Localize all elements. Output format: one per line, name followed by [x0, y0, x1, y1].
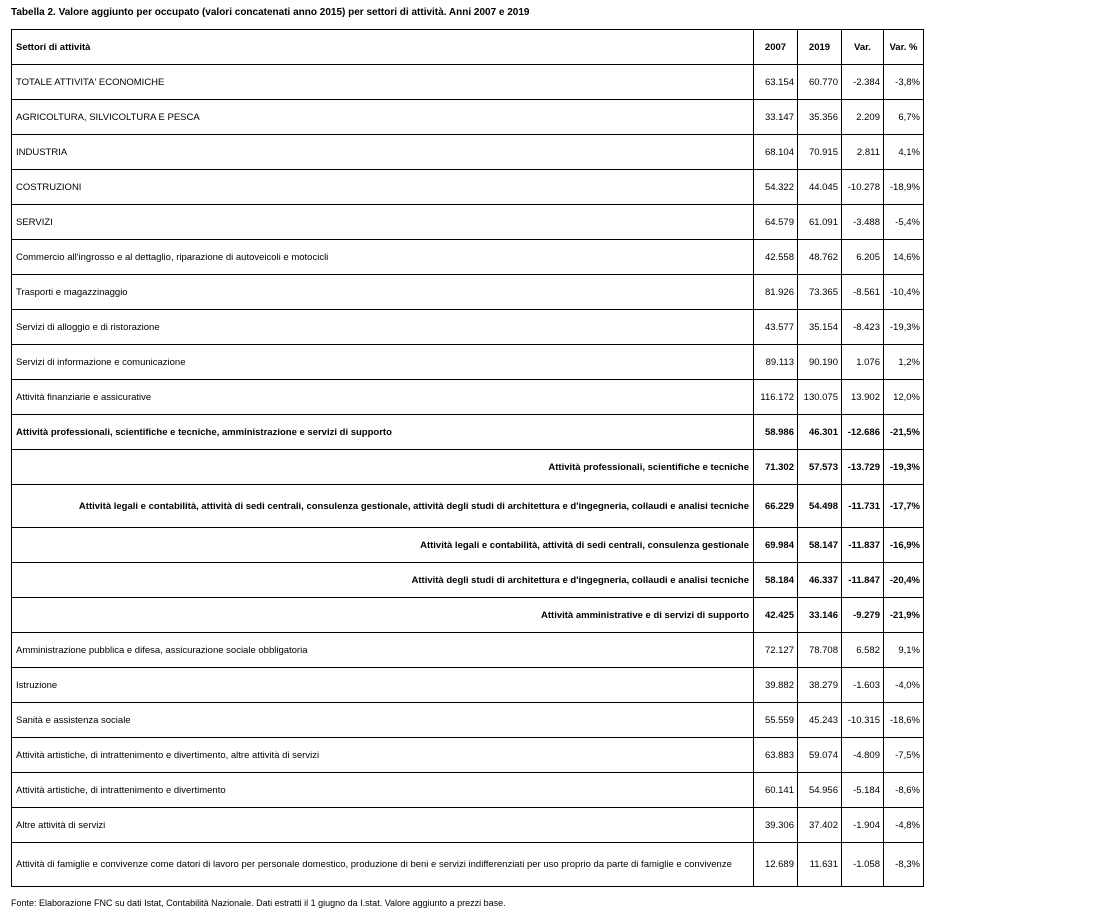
value-2019-cell: 60.770 — [798, 65, 842, 100]
sector-cell: Attività degli studi di architettura e d'ingegneria, collaudi e analisi tecniche — [12, 563, 754, 598]
table-row — [12, 808, 924, 843]
value-2019-cell: 54.498 — [798, 485, 842, 528]
value-2007-cell: 58.184 — [754, 563, 798, 598]
value-2007-cell: 39.306 — [754, 808, 798, 843]
value-2007-cell: 63.883 — [754, 738, 798, 773]
value-2007-cell: 60.141 — [754, 773, 798, 808]
var-cell: 2.209 — [842, 100, 884, 135]
table-row — [12, 633, 924, 668]
varpct-cell: 6,7% — [884, 100, 924, 135]
var-cell: 2.811 — [842, 135, 884, 170]
value-2007-cell: 39.882 — [754, 668, 798, 703]
value-2007-cell: 71.302 — [754, 450, 798, 485]
value-2019-cell: 38.279 — [798, 668, 842, 703]
varpct-cell: -17,7% — [884, 485, 924, 528]
varpct-cell: -20,4% — [884, 563, 924, 598]
var-cell: 13.902 — [842, 380, 884, 415]
var-cell: -8.423 — [842, 310, 884, 345]
table-title: Tabella 2. Valore aggiunto per occupato (valori concatenati anno 2015) per settori di attività. Anni 2007 e 2019 — [11, 7, 530, 18]
var-cell: -5.184 — [842, 773, 884, 808]
varpct-cell: -7,5% — [884, 738, 924, 773]
table-row-subcategory — [12, 450, 924, 485]
header-sector: Settori di attività — [12, 30, 754, 65]
data-table — [11, 29, 924, 887]
var-cell: 6.205 — [842, 240, 884, 275]
sector-cell: TOTALE ATTIVITA' ECONOMICHE — [12, 65, 754, 100]
sector-cell: Attività professionali, scientifiche e tecniche, amministrazione e servizi di supporto — [12, 415, 754, 450]
value-2019-cell: 46.337 — [798, 563, 842, 598]
header-varpct: Var. % — [884, 30, 924, 65]
varpct-cell: -21,5% — [884, 415, 924, 450]
sector-cell: Attività di famiglie e convivenze come datori di lavoro per personale domestico, produzione di beni e servizi indifferenziati per uso proprio da parte di famiglie e convivenze — [12, 843, 754, 887]
value-2007-cell: 72.127 — [754, 633, 798, 668]
value-2019-cell: 33.146 — [798, 598, 842, 633]
value-2019-cell: 48.762 — [798, 240, 842, 275]
value-2019-cell: 78.708 — [798, 633, 842, 668]
sector-cell: Servizi di alloggio e di ristorazione — [12, 310, 754, 345]
var-cell: -2.384 — [842, 65, 884, 100]
value-2007-cell: 63.154 — [754, 65, 798, 100]
sector-cell: INDUSTRIA — [12, 135, 754, 170]
var-cell: -10.278 — [842, 170, 884, 205]
value-2007-cell: 55.559 — [754, 703, 798, 738]
var-cell: -11.837 — [842, 528, 884, 563]
var-cell: -9.279 — [842, 598, 884, 633]
varpct-cell: -8,3% — [884, 843, 924, 887]
varpct-cell: -21,9% — [884, 598, 924, 633]
varpct-cell: -4,8% — [884, 808, 924, 843]
sector-cell: Altre attività di servizi — [12, 808, 754, 843]
value-2007-cell: 89.113 — [754, 345, 798, 380]
value-2007-cell: 43.577 — [754, 310, 798, 345]
header-row — [12, 30, 924, 65]
var-cell: -12.686 — [842, 415, 884, 450]
value-2019-cell: 35.154 — [798, 310, 842, 345]
varpct-cell: 12,0% — [884, 380, 924, 415]
var-cell: -1.904 — [842, 808, 884, 843]
value-2007-cell: 12.689 — [754, 843, 798, 887]
value-2007-cell: 68.104 — [754, 135, 798, 170]
varpct-cell: -4,0% — [884, 668, 924, 703]
table-row — [12, 65, 924, 100]
sector-cell: Istruzione — [12, 668, 754, 703]
value-2007-cell: 42.558 — [754, 240, 798, 275]
table-row — [12, 703, 924, 738]
value-2007-cell: 66.229 — [754, 485, 798, 528]
varpct-cell: 14,6% — [884, 240, 924, 275]
value-2007-cell: 42.425 — [754, 598, 798, 633]
var-cell: 6.582 — [842, 633, 884, 668]
varpct-cell: -19,3% — [884, 450, 924, 485]
sector-cell: COSTRUZIONI — [12, 170, 754, 205]
value-2007-cell: 64.579 — [754, 205, 798, 240]
table-row — [12, 135, 924, 170]
table-row — [12, 773, 924, 808]
value-2007-cell: 54.322 — [754, 170, 798, 205]
varpct-cell: 9,1% — [884, 633, 924, 668]
table-row-subcategory — [12, 598, 924, 633]
value-2007-cell: 81.926 — [754, 275, 798, 310]
value-2019-cell: 44.045 — [798, 170, 842, 205]
table-row — [12, 668, 924, 703]
varpct-cell: -18,9% — [884, 170, 924, 205]
table-row — [12, 275, 924, 310]
table-row-subcategory — [12, 485, 924, 528]
var-cell: -1.058 — [842, 843, 884, 887]
varpct-cell: -3,8% — [884, 65, 924, 100]
value-2019-cell: 35.356 — [798, 100, 842, 135]
table-row — [12, 738, 924, 773]
var-cell: -13.729 — [842, 450, 884, 485]
table-row — [12, 170, 924, 205]
header-2007: 2007 — [754, 30, 798, 65]
sector-cell: Amministrazione pubblica e difesa, assicurazione sociale obbligatoria — [12, 633, 754, 668]
table-row — [12, 843, 924, 887]
sector-cell: Attività legali e contabilità, attività di sedi centrali, consulenza gestionale, attività degli studi di architettura e d'ingegneria, collaudi e analisi tecniche — [12, 485, 754, 528]
varpct-cell: -18,6% — [884, 703, 924, 738]
var-cell: -11.731 — [842, 485, 884, 528]
value-2019-cell: 46.301 — [798, 415, 842, 450]
var-cell: 1.076 — [842, 345, 884, 380]
value-2019-cell: 130.075 — [798, 380, 842, 415]
value-2019-cell: 70.915 — [798, 135, 842, 170]
value-2019-cell: 58.147 — [798, 528, 842, 563]
value-2019-cell: 61.091 — [798, 205, 842, 240]
sector-cell: Attività artistiche, di intrattenimento e divertimento, altre attività di servizi — [12, 738, 754, 773]
sector-cell: Sanità e assistenza sociale — [12, 703, 754, 738]
table-row — [12, 205, 924, 240]
sector-cell: Attività artistiche, di intrattenimento e divertimento — [12, 773, 754, 808]
varpct-cell: 1,2% — [884, 345, 924, 380]
varpct-cell: -16,9% — [884, 528, 924, 563]
varpct-cell: -8,6% — [884, 773, 924, 808]
sector-cell: Servizi di informazione e comunicazione — [12, 345, 754, 380]
value-2019-cell: 90.190 — [798, 345, 842, 380]
sector-cell: Trasporti e magazzinaggio — [12, 275, 754, 310]
source-note: Fonte: Elaborazione FNC su dati Istat, Contabilità Nazionale. Dati estratti il 1 giugno da I.stat. Valore aggiunto a prezzi base. — [11, 898, 506, 908]
sector-cell: SERVIZI — [12, 205, 754, 240]
table-row-subcategory — [12, 528, 924, 563]
var-cell: -11.847 — [842, 563, 884, 598]
value-2019-cell: 45.243 — [798, 703, 842, 738]
var-cell: -3.488 — [842, 205, 884, 240]
var-cell: -4.809 — [842, 738, 884, 773]
sector-cell: Commercio all'ingrosso e al dettaglio, riparazione di autoveicoli e motocicli — [12, 240, 754, 275]
var-cell: -10.315 — [842, 703, 884, 738]
value-2019-cell: 37.402 — [798, 808, 842, 843]
value-2007-cell: 58.986 — [754, 415, 798, 450]
table-row — [12, 100, 924, 135]
sector-cell: Attività professionali, scientifiche e tecniche — [12, 450, 754, 485]
value-2007-cell: 69.984 — [754, 528, 798, 563]
value-2019-cell: 11.631 — [798, 843, 842, 887]
varpct-cell: -5,4% — [884, 205, 924, 240]
sector-cell: Attività finanziarie e assicurative — [12, 380, 754, 415]
sector-cell: Attività legali e contabilità, attività di sedi centrali, consulenza gestionale — [12, 528, 754, 563]
table-row-subcategory — [12, 563, 924, 598]
varpct-cell: 4,1% — [884, 135, 924, 170]
value-2019-cell: 73.365 — [798, 275, 842, 310]
table-row — [12, 380, 924, 415]
sector-cell: AGRICOLTURA, SILVICOLTURA E PESCA — [12, 100, 754, 135]
var-cell: -8.561 — [842, 275, 884, 310]
header-2019: 2019 — [798, 30, 842, 65]
sector-cell: Attività amministrative e di servizi di supporto — [12, 598, 754, 633]
value-2007-cell: 33.147 — [754, 100, 798, 135]
varpct-cell: -10,4% — [884, 275, 924, 310]
table-row — [12, 345, 924, 380]
value-2019-cell: 57.573 — [798, 450, 842, 485]
table-row-bold — [12, 415, 924, 450]
table-row — [12, 240, 924, 275]
value-2019-cell: 54.956 — [798, 773, 842, 808]
table-row — [12, 310, 924, 345]
header-var: Var. — [842, 30, 884, 65]
varpct-cell: -19,3% — [884, 310, 924, 345]
value-2019-cell: 59.074 — [798, 738, 842, 773]
value-2007-cell: 116.172 — [754, 380, 798, 415]
var-cell: -1.603 — [842, 668, 884, 703]
